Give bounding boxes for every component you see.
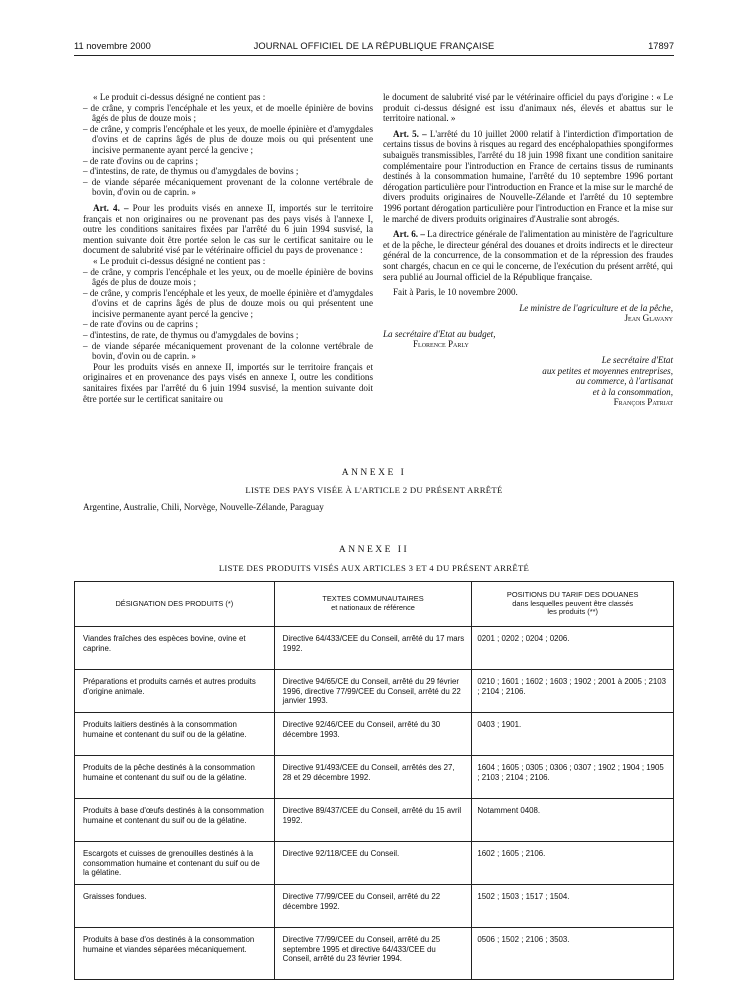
annex1-country-list: Argentine, Australie, Chili, Norvège, Nouvelle-Zélande, Paraguay — [83, 502, 324, 512]
product-designation: Préparations et produits carnés et autres produits d'origine animale. — [75, 670, 275, 713]
table-row — [75, 799, 674, 842]
article-lead: Art. 5. – — [393, 128, 430, 139]
column-header — [75, 582, 275, 627]
product-designation: Produits à base d'os destinés à la consommation humaine et viandes séparées mécaniquement. — [75, 928, 275, 980]
table-row — [75, 928, 674, 980]
paragraph-text: Le ministre de l'agriculture et de la pêche, — [519, 302, 673, 313]
header-line: les produits (**) — [547, 607, 598, 617]
column-header — [274, 582, 472, 627]
paragraph — [383, 339, 673, 350]
paragraph — [83, 124, 373, 156]
paragraph-text: La secrétaire d'Etat au budget, — [383, 328, 496, 339]
paragraph-text: au commerce, à l'artisanat — [575, 376, 673, 387]
customs-tariff-positions: 1602 ; 1605 ; 2106. — [472, 842, 674, 885]
paragraph-text: Jean Glavany — [624, 313, 673, 324]
paragraph — [83, 256, 373, 267]
product-designation: Graisses fondues. — [75, 885, 275, 928]
paragraph-text: – de viande séparée mécaniquement provenant de la colonne vertébrale de bovin, d'ovin ou de caprin. » — [83, 340, 373, 362]
paragraph — [83, 177, 373, 198]
paragraph-text: Le secrétaire d'Etat — [601, 355, 673, 366]
table-row — [75, 756, 674, 799]
product-designation: Viandes fraîches des espèces bovine, ovine et caprine. — [75, 627, 275, 670]
paragraph-text: – d'intestins, de rate, de thymus ou d'amygdales de bovins ; — [83, 330, 299, 341]
reference-text: Directive 89/437/CEE du Conseil, arrêté du 15 avril 1992. — [274, 799, 472, 842]
paragraph-text: – de crâne, y compris l'encéphale et les yeux, et de moelle épinière de bovins âgés de plus de douze mois ; — [83, 102, 373, 124]
paragraph-text: aux petites et moyennes entreprises, — [542, 365, 673, 376]
paragraph-text: Pour les produits visés en annexe II, importés sur le territoire français et non originaires ou ne provenant pas des pays visés à l'annexe I, outre les conditions sanitaires fixées par l'arrêté du 6 juin 1994 susvisé, la mention suivante doit être portée selon le cas sur le certificat sanitaire ou le document de salubrité visé par le vétérinaire officiel du pays de provenance : — [83, 202, 374, 256]
paragraph — [383, 229, 673, 282]
paragraph — [383, 387, 673, 398]
customs-tariff-positions: Notamment 0408. — [472, 799, 674, 842]
paragraph-text: François Patriat — [613, 397, 673, 408]
header-date: 11 novembre 2000 — [74, 41, 151, 51]
table-row — [75, 885, 674, 928]
paragraph — [383, 92, 673, 124]
paragraph — [83, 319, 373, 330]
paragraph — [83, 330, 373, 341]
product-designation: Produits de la pêche destinés à la consommation humaine et contenant du suif ou de la gélatine. — [75, 756, 275, 799]
table-row — [75, 670, 674, 713]
paragraph-text: – de rate d'ovins ou de caprins ; — [83, 155, 199, 166]
header-line: dans lesquelles peuvent être classés — [512, 598, 634, 608]
paragraph — [83, 288, 373, 320]
article-lead: Art. 6. – — [393, 229, 428, 240]
reference-text: Directive 94/65/CE du Conseil, arrêté du 29 février 1996, directive 77/99/CEE du Conseil, arrêté du 22 janvier 1993. — [274, 670, 472, 713]
paragraph — [83, 362, 373, 404]
paragraph — [83, 166, 373, 177]
reference-text: Directive 64/433/CEE du Conseil, arrêté du 17 mars 1992. — [274, 627, 472, 670]
customs-tariff-positions: 0201 ; 0202 ; 0204 ; 0206. — [472, 627, 674, 670]
paragraph — [83, 203, 373, 256]
paragraph — [83, 341, 373, 362]
article-lead: Art. 4. – — [93, 202, 133, 213]
reference-text: Directive 77/99/CEE du Conseil, arrêté du 25 septembre 1995 et directive 64/433/CEE du Conseil, arrêté du 23 février 1994. — [274, 928, 472, 980]
column-header — [472, 582, 674, 627]
header-line: POSITIONS DU TARIF DES DOUANES — [506, 590, 639, 600]
product-designation: Escargots et cuisses de grenouilles destinés à la consommation humaine et contenant du suif ou de la gélatine. — [75, 842, 275, 885]
annex1-title: ANNEXE I — [341, 468, 407, 478]
journal-title: JOURNAL OFFICIEL DE LA RÉPUBLIQUE FRANÇAISE — [253, 41, 495, 51]
table-row — [75, 713, 674, 756]
paragraph-text: – de viande séparée mécaniquement provenant de la colonne vertébrale de bovin, d'ovin ou de caprin. » — [83, 176, 373, 198]
paragraph-text: Florence Parly — [413, 339, 469, 350]
paragraph-text: Fait à Paris, le 10 novembre 2000. — [393, 287, 518, 298]
paragraph — [383, 313, 673, 324]
customs-tariff-positions: 0506 ; 1502 ; 2106 ; 3503. — [472, 928, 674, 980]
header-line: TEXTES COMMUNAUTAIRES — [322, 594, 424, 604]
customs-tariff-positions: 1502 ; 1503 ; 1517 ; 1504. — [472, 885, 674, 928]
customs-tariff-positions: 0210 ; 1601 ; 1602 ; 1603 ; 1902 ; 2001 à 2005 ; 2103 ; 2104 ; 2106. — [472, 670, 674, 713]
table-row — [75, 842, 674, 885]
page-header — [74, 41, 674, 55]
paragraph — [83, 103, 373, 124]
paragraph — [83, 92, 373, 103]
paragraph-text: Pour les produits visés en annexe II, importés sur le territoire français et originaires et en provenance des pays visés en annexe I, outre les conditions sanitaires fixées par l'arrêté du 6 juin 1994 susvisé, la mention suivante doit être portée sur le certificat sanitaire ou — [83, 361, 373, 404]
paragraph-text: et à la consommation, — [592, 386, 673, 397]
paragraph — [383, 397, 673, 408]
paragraph — [83, 267, 373, 288]
header-line: et nationaux de référence — [331, 603, 415, 612]
product-designation: Produits à base d'œufs destinés à la consommation humaine et contenant du suif ou de la gélatine. — [75, 799, 275, 842]
paragraph — [383, 129, 673, 224]
paragraph-text: – de crâne, y compris l'encéphale et les yeux, de moelle épinière et d'amygdales d'ovins et de caprins âgés de plus de douze mois ou qui présentent une incisive permanente ayant percé la gencive ; — [83, 123, 373, 155]
table-body — [75, 627, 674, 980]
paragraph-text: – d'intestins, de rate, de thymus ou d'amygdales de bovins ; — [83, 166, 299, 177]
annex2-subtitle: LISTE DES PRODUITS VISÉS AUX ARTICLES 3 ET 4 DU PRÉSENT ARRÊTÉ — [218, 563, 530, 573]
paragraph-text: La directrice générale de l'alimentation au ministère de l'agriculture et de la pêche, le directeur général des douanes et droits indirects et le directeur général de la concurrence, de la consommation et de la répression des fraudes sont chargés, chacun en ce qui le concerne, de l'exécution du présent arrêté, qui sera publié au Journal officiel de la République française. — [383, 229, 674, 282]
annex2-title: ANNEXE II — [338, 545, 410, 555]
reference-text: Directive 91/493/CEE du Conseil, arrêtés des 27, 28 et 29 décembre 1992. — [274, 756, 472, 799]
paragraph-text: le document de salubrité visé par le vétérinaire officiel du pays d'origine : « Le produit ci-dessus désigné est issu d'animaux nés, élevés et abattus sur le territoire national. » — [383, 92, 673, 124]
header-rule — [74, 55, 674, 56]
annex1-subtitle: LISTE DES PAYS VISÉE À L'ARTICLE 2 DU PRÉSENT ARRÊTÉ — [245, 485, 503, 495]
table-row — [75, 627, 674, 670]
customs-tariff-positions: 0403 ; 1901. — [472, 713, 674, 756]
paragraph-text: – de crâne, y compris l'encéphale et les yeux, de moelle épinière et d'amygdales d'ovins et de caprins âgés de plus de douze mois ou qui présentent une incisive permanente ayant percé la gencive ; — [83, 287, 373, 319]
paragraph — [83, 156, 373, 167]
products-table — [74, 581, 674, 980]
paragraph-text: – de crâne, y compris l'encéphale et les yeux, ou de moelle épinière de bovins âgés de plus de douze mois ; — [83, 266, 373, 288]
customs-tariff-positions: 1604 ; 1605 ; 0305 ; 0306 ; 0307 ; 1902 ; 1904 ; 1905 ; 2103 ; 2104 ; 2106. — [472, 756, 674, 799]
paragraph — [383, 329, 673, 340]
paragraph — [383, 287, 673, 298]
paragraph-text: L'arrêté du 10 juillet 2000 relatif à l'interdiction d'importation de certains tissus de bovins à risques au regard des encéphalopathies spongiformes subaiguës transmissibles, l'arrêté du 18 juin 1998 fixant une condition sanitaire complémentaire pour l'introduction en France de certains tissus de ruminants destinés à la consommation humaine, l'arrêté du 10 septembre 1996 portant dérogation particulière pour l'introduction en France et la mise sur le marché de divers produits originaires de Nouvelle-Zélande et l'arrêté du 10 septembre 1996 portant dérogation particulière pour l'introduction en France et la mise sur le marché de divers produits originaires d'Australie sont abrogés. — [383, 128, 673, 224]
table-header-row — [75, 582, 674, 627]
right-text-column — [383, 92, 673, 408]
reference-text: Directive 92/46/CEE du Conseil, arrêté du 30 décembre 1993. — [274, 713, 472, 756]
reference-text: Directive 92/118/CEE du Conseil. — [274, 842, 472, 885]
paragraph-text: – de rate d'ovins ou de caprins ; — [83, 319, 199, 330]
paragraph — [383, 366, 673, 377]
paragraph — [383, 303, 673, 314]
page-number: 17897 — [648, 41, 674, 51]
paragraph — [383, 355, 673, 366]
paragraph-text: « Le produit ci-dessus désigné ne contient pas : — [93, 92, 266, 102]
paragraph — [383, 376, 673, 387]
header-line: DÉSIGNATION DES PRODUITS (*) — [115, 598, 234, 608]
paragraph-text: « Le produit ci-dessus désigné ne contient pas : — [93, 255, 266, 266]
product-designation: Produits laitiers destinés à la consommation humaine et contenant du suif ou de la gélatine. — [75, 713, 275, 756]
reference-text: Directive 77/99/CEE du Conseil, arrêté du 22 décembre 1992. — [274, 885, 472, 928]
left-text-column — [83, 92, 373, 404]
